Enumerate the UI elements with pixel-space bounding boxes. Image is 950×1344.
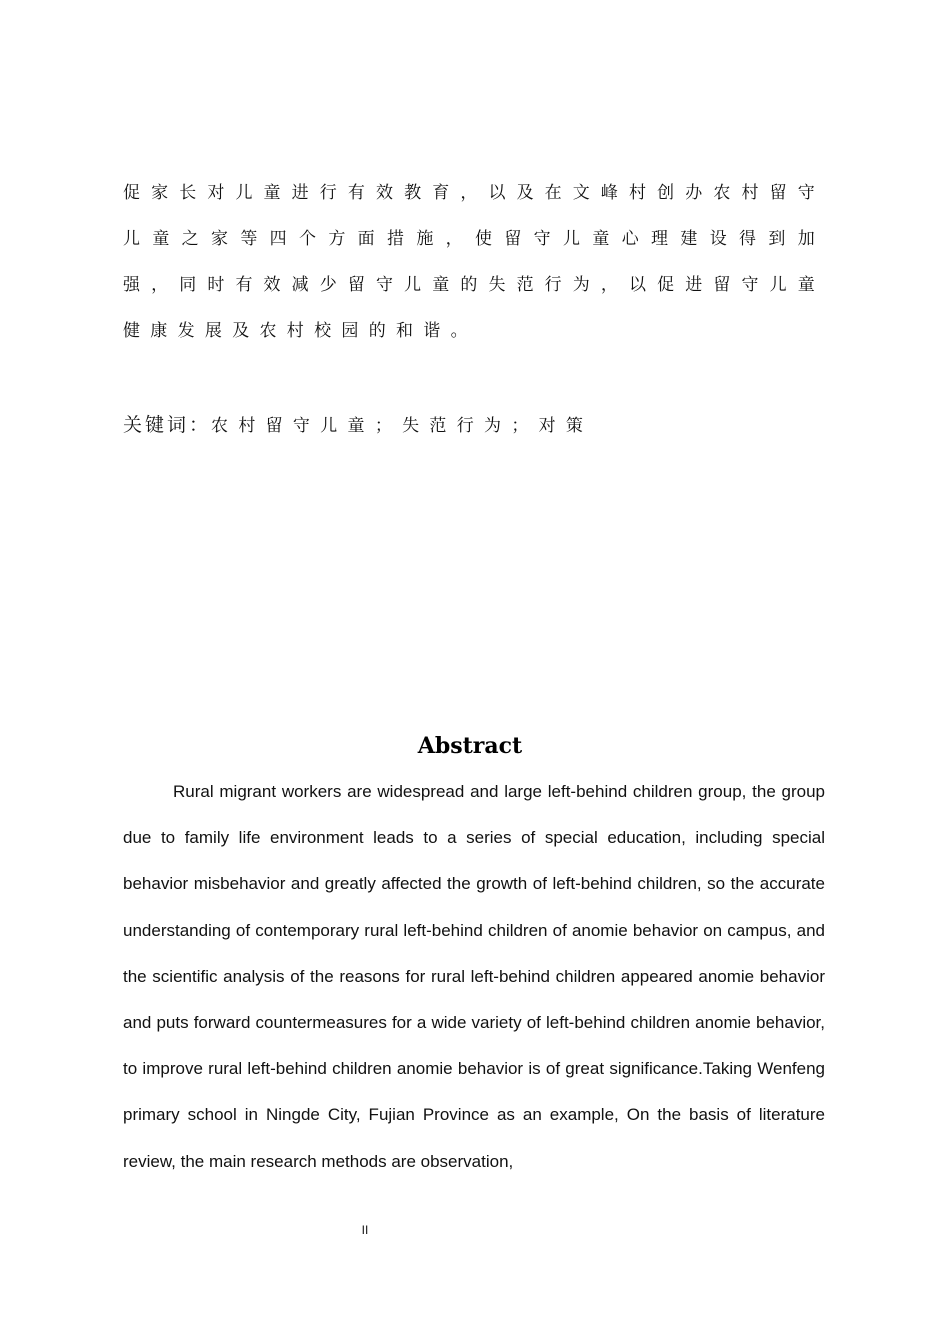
keywords-value: 农村留守儿童；失范行为；对策 bbox=[211, 416, 594, 436]
keywords-line bbox=[123, 402, 593, 449]
chinese-abstract-paragraph: 促家长对儿童进行有效教育，以及在文峰村创办农村留守儿童之家等四个方面措施，使留守儿童心理建设得到加强，同时有效减少留守儿童的失范行为，以促进留守儿童健康发展及农村校园的和谐。 bbox=[123, 183, 825, 341]
abstract-title: Abstract bbox=[417, 733, 523, 759]
english-abstract-paragraph: Rural migrant workers are widespread and large left-behind children group, the group due to family life environment leads to a series of special education, including special behavior misbehavior and greatly affected the growth of left-behind children, so the accurate understanding of contemporary rural left-behind children of anomie behavior on campus, and the scientific analysis of the reasons for rural left-behind children appeared anomie behavior and puts forward countermeasures for a wide variety of left-behind children anomie behavior, to improve rural left-behind children anomie behavior is of great significance.Taking Wenfeng primary school in Ningde City, Fujian Province as an example, On the basis of literature review, the main research methods are observation, bbox=[123, 782, 825, 1171]
page-number: II bbox=[361, 1223, 369, 1237]
keywords-label: 关键词： bbox=[123, 414, 212, 436]
